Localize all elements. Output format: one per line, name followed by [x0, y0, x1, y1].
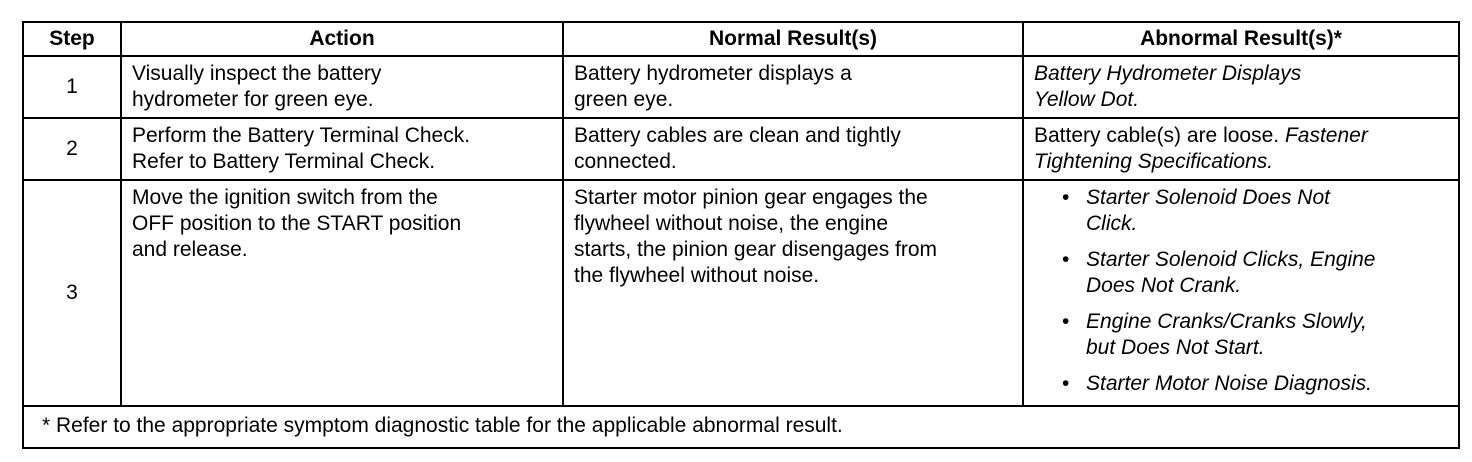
abnormal-bullet-list	[1034, 185, 1450, 397]
abnormal-text: Battery Hydrometer Displays	[1034, 62, 1302, 85]
bullet-item	[1062, 371, 1450, 397]
normal-line: Battery hydrometer displays a	[574, 62, 852, 85]
bullet-line: Engine Cranks/Cranks Slowly,	[1086, 310, 1367, 333]
header-step: Step	[23, 22, 121, 56]
header-action: Action	[121, 22, 563, 56]
diagnostic-table	[22, 21, 1460, 449]
action-cell	[121, 118, 563, 180]
normal-result-cell	[563, 180, 1023, 406]
table-row	[23, 180, 1459, 406]
abnormal-result-cell	[1023, 118, 1459, 180]
normal-line: Starter motor pinion gear engages the	[574, 186, 928, 209]
abnormal-result-cell	[1023, 180, 1459, 406]
bullet-line: Starter Solenoid Clicks, Engine	[1086, 248, 1376, 271]
abnormal-line	[1034, 149, 1450, 175]
abnormal-line	[1034, 87, 1450, 113]
action-line: Move the ignition switch from the	[132, 186, 438, 209]
normal-result-cell	[563, 118, 1023, 180]
bullet-item	[1062, 247, 1450, 299]
header-normal-result: Normal Result(s)	[563, 22, 1023, 56]
action-line: Perform the Battery Terminal Check.	[132, 124, 471, 147]
action-cell	[121, 180, 563, 406]
table-body	[23, 56, 1459, 448]
action-line: Visually inspect the battery	[132, 62, 382, 85]
action-line: OFF position to the START position	[132, 212, 462, 235]
abnormal-text: Yellow Dot.	[1034, 88, 1140, 111]
normal-line: flywheel without noise, the engine	[574, 212, 889, 235]
bullet-icon: •	[1062, 372, 1070, 395]
bullet-line: Starter Solenoid Does Not	[1086, 186, 1330, 209]
abnormal-line	[1034, 61, 1450, 87]
bullet-item	[1062, 185, 1450, 237]
header-abnormal-result: Abnormal Result(s)*	[1023, 22, 1459, 56]
action-line: Refer to Battery Terminal Check.	[132, 150, 436, 173]
normal-line: Battery cables are clean and tightly	[574, 124, 901, 147]
table-header-row	[23, 22, 1459, 56]
step-number: 1	[23, 56, 121, 118]
bullet-icon: •	[1062, 310, 1070, 333]
table-row	[23, 56, 1459, 118]
abnormal-text-italic: Fastener	[1284, 124, 1368, 147]
step-number: 3	[23, 180, 121, 406]
bullet-line: but Does Not Start.	[1086, 336, 1265, 359]
action-line: hydrometer for green eye.	[132, 88, 374, 111]
action-cell	[121, 56, 563, 118]
bullet-icon: •	[1062, 248, 1070, 271]
normal-line: the flywheel without noise.	[574, 264, 820, 287]
abnormal-text-italic: Tightening Specifications.	[1034, 150, 1274, 173]
table-row	[23, 118, 1459, 180]
footnote-row	[23, 406, 1459, 448]
abnormal-line	[1034, 123, 1450, 149]
bullet-line: Starter Motor Noise Diagnosis.	[1086, 372, 1372, 395]
bullet-line: Does Not Crank.	[1086, 274, 1242, 297]
normal-line: starts, the pinion gear disengages from	[574, 238, 938, 261]
footnote: * Refer to the appropriate symptom diagnostic table for the applicable abnormal result.	[23, 406, 1459, 448]
abnormal-text: Battery cable(s) are loose.	[1034, 124, 1285, 147]
normal-result-cell	[563, 56, 1023, 118]
step-number: 2	[23, 118, 121, 180]
abnormal-result-cell	[1023, 56, 1459, 118]
action-line: and release.	[132, 238, 248, 261]
bullet-item	[1062, 309, 1450, 361]
normal-line: green eye.	[574, 88, 674, 111]
normal-line: connected.	[574, 150, 677, 173]
bullet-line: Click.	[1086, 212, 1138, 235]
bullet-icon: •	[1062, 186, 1070, 209]
